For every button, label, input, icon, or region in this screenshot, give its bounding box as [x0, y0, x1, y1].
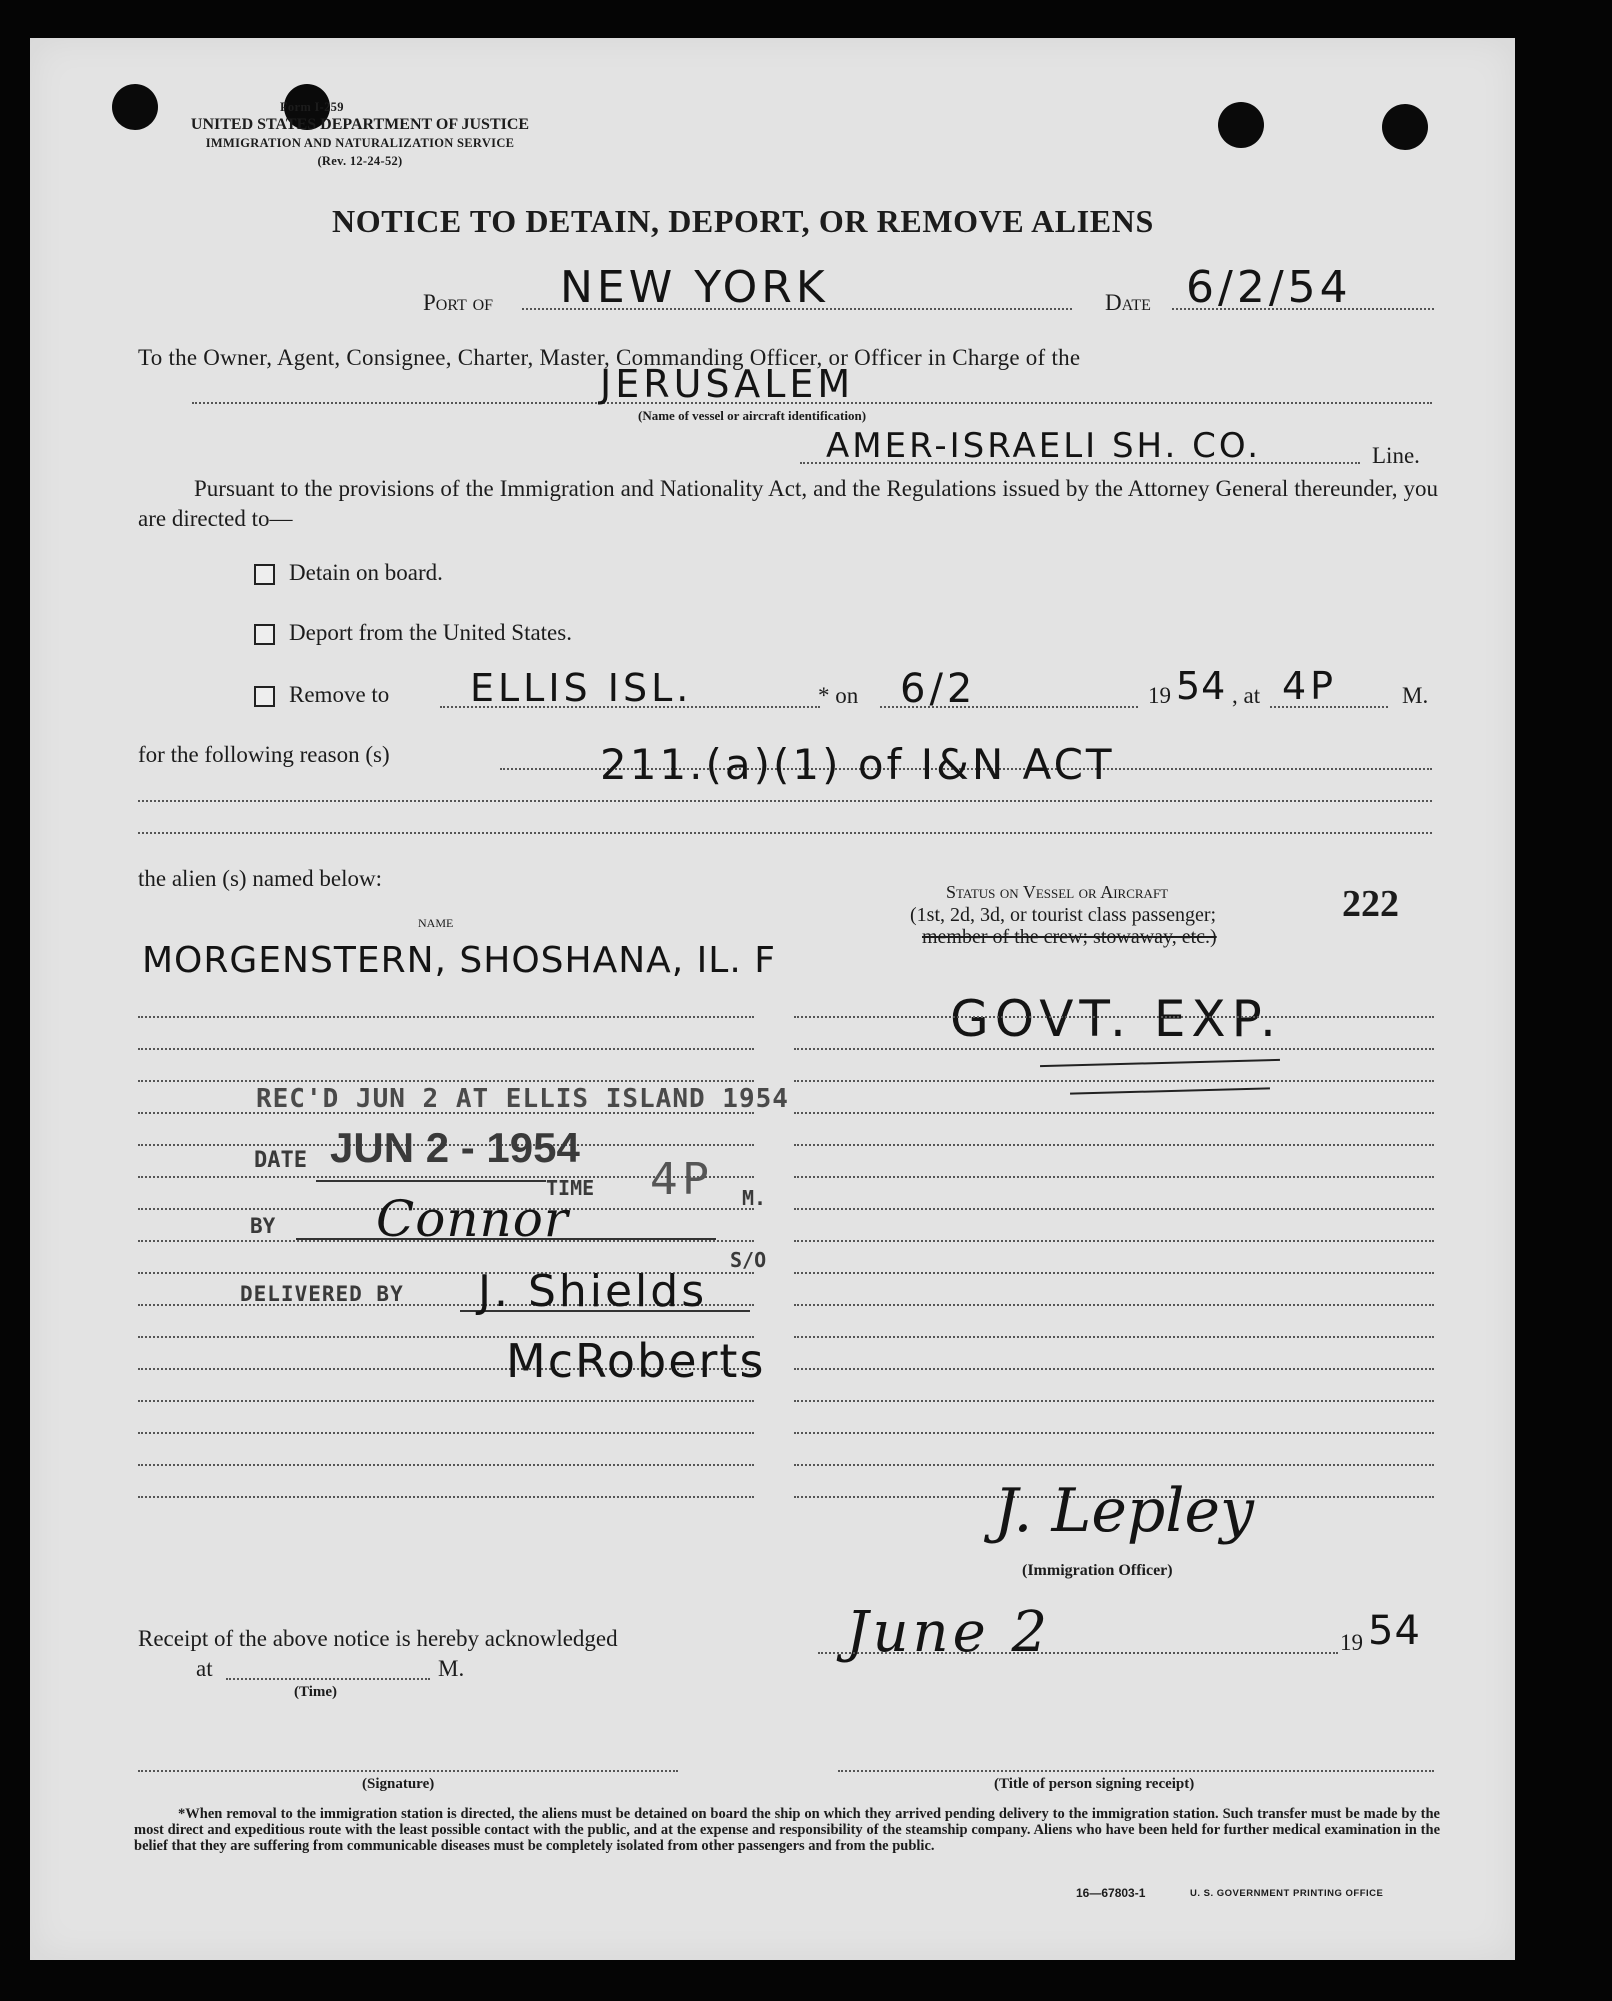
signature-caption: (Signature) — [362, 1776, 435, 1792]
receipt-year-prefix: 19 — [1340, 1630, 1363, 1655]
remove-date: 6/2 — [900, 666, 977, 712]
service-name: IMMIGRATION AND NATURALIZATION SERVICE — [205, 136, 515, 150]
deport-label: Deport from the United States. — [289, 620, 572, 645]
punch-hole — [1218, 102, 1264, 148]
pursuant-text: Pursuant to the provisions of the Immigration and Nationality Act, and the Regulations issued by the Attorney General thereunder, you are directed to— — [138, 476, 1438, 531]
punch-hole — [1382, 104, 1428, 150]
time-caption: (Time) — [294, 1684, 338, 1700]
vessel-name: JERUSALEM — [600, 362, 855, 406]
remove-place: ELLIS ISL. — [470, 666, 693, 710]
deport-checkbox[interactable] — [254, 624, 275, 645]
stamp-time-value: 4P — [650, 1154, 713, 1205]
remove-checkbox[interactable] — [254, 686, 275, 707]
stamp-delivered-2: McRoberts — [506, 1334, 766, 1388]
receipt-m-label: M. — [438, 1656, 465, 1681]
officer-caption: (Immigration Officer) — [1022, 1562, 1173, 1579]
revision-date: (Rev. 12-24-52) — [317, 154, 403, 168]
status-line2: member of the crew; stowaway, etc.) — [922, 926, 1217, 948]
stamp-by-value: Connor — [376, 1190, 569, 1248]
date-value: 6/2/54 — [1186, 262, 1352, 313]
stamp-date-label: DATE — [254, 1148, 307, 1173]
receipt-year: 54 — [1368, 1608, 1421, 1654]
receipt-date: June 2 — [846, 1600, 1052, 1665]
form-sheet — [30, 38, 1515, 1960]
date-label: Date — [1105, 290, 1151, 315]
reason-value: 211.(a)(1) of I&N ACT — [600, 740, 1115, 789]
aliens-label: the alien (s) named below: — [138, 866, 382, 891]
remove-on-label: * on — [818, 683, 859, 708]
option-deport[interactable] — [254, 620, 572, 646]
port-label: Port of — [423, 290, 494, 315]
option-detain[interactable] — [254, 560, 443, 586]
status-header: Status on Vessel or Aircraft — [946, 882, 1169, 902]
remove-m-label: M. — [1402, 683, 1429, 708]
line-label: Line. — [1372, 443, 1420, 468]
stamp-by-label: BY — [250, 1214, 276, 1238]
remove-year: 54 — [1176, 664, 1227, 708]
printer-code: 16—67803-1 — [1076, 1886, 1146, 1900]
name-header: name — [418, 912, 454, 931]
detain-label: Detain on board. — [289, 560, 443, 585]
stamp-so: S/O — [730, 1248, 767, 1272]
alien-status: GOVT. EXP. — [950, 990, 1282, 1048]
receipt-text: Receipt of the above notice is hereby acknowledged — [138, 1626, 618, 1651]
addressee-line: To the Owner, Agent, Consignee, Charter, Master, Commanding Officer, or Officer in Charge of the — [138, 345, 1081, 370]
stamp-time-m: M. — [742, 1186, 767, 1210]
stamp-date-value: JUN 2 - 1954 — [330, 1124, 580, 1171]
remove-time: 4P — [1282, 664, 1338, 708]
vessel-caption: (Name of vessel or aircraft identification) — [638, 408, 867, 423]
printer-office: U. S. GOVERNMENT PRINTING OFFICE — [1190, 1888, 1384, 1899]
line-name: AMER-ISRAELI SH. CO. — [826, 426, 1262, 466]
remove-label: Remove to — [289, 682, 390, 707]
remove-year-prefix: 19 — [1148, 683, 1171, 708]
officer-signature: J. Lepley — [994, 1476, 1254, 1546]
stamp-delivered-label: DELIVERED BY — [240, 1282, 404, 1306]
page-title: NOTICE TO DETAIN, DEPORT, OR REMOVE ALIENS — [332, 203, 1154, 239]
status-line1: (1st, 2d, 3d, or tourist class passenger; — [910, 904, 1217, 926]
department-name: UNITED STATES DEPARTMENT OF JUSTICE — [190, 116, 530, 133]
footnote: *When removal to the immigration station is directed, the aliens must be detained on board the ship on which they arrived pending delivery to the immigration station. Such transfer must be made by the most direct and expeditious route with the least possible contact with the public, and at the expense and responsibility of the steamship company. Aliens who have been held for further medical examination in the belief that they are suffering from communicable diseases must be completely isolated from other passengers and from the public. — [134, 1806, 1440, 1854]
port-value: NEW YORK — [560, 262, 829, 313]
form-header — [130, 98, 590, 170]
receipt-stamp-line1: REC'D JUN 2 AT ELLIS ISLAND 1954 — [256, 1084, 789, 1114]
stamp-delivered-1: J. Shields — [478, 1266, 708, 1317]
reason-label: for the following reason (s) — [138, 742, 390, 767]
title-caption: (Title of person signing receipt) — [994, 1776, 1195, 1792]
remove-at-label: , at — [1232, 683, 1261, 708]
form-number: Form I-259 — [280, 100, 344, 114]
option-remove[interactable] — [254, 682, 389, 708]
detain-checkbox[interactable] — [254, 564, 275, 585]
receipt-at-label: at — [196, 1656, 213, 1681]
stamp-time-label: TIME — [546, 1176, 595, 1200]
alien-name: MORGENSTERN, SHOSHANA, IL. F — [142, 940, 776, 981]
status-number: 222 — [1342, 883, 1399, 925]
